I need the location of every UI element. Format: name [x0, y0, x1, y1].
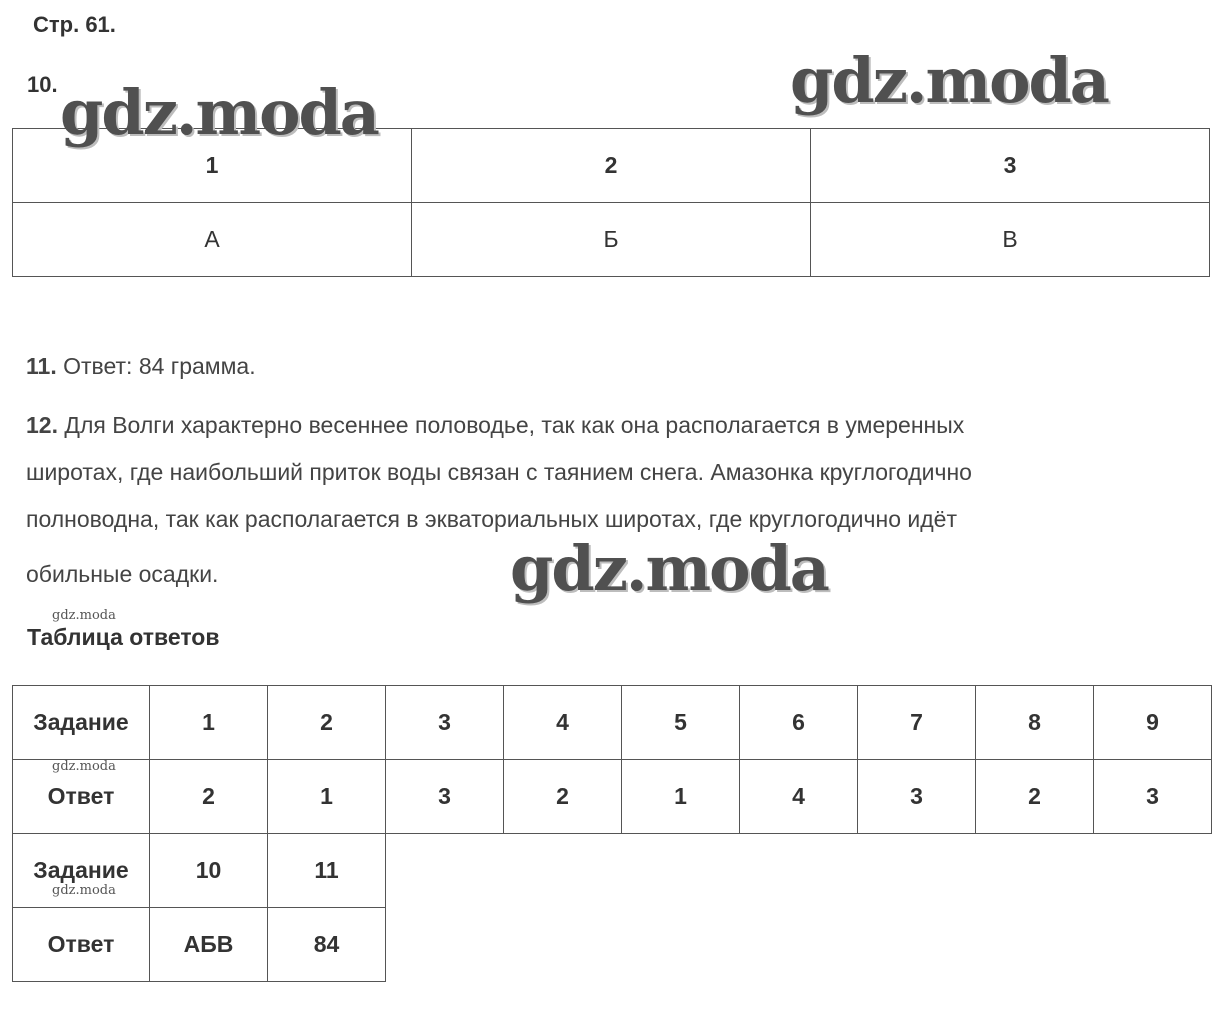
task10-header-cell: 2 — [412, 129, 811, 203]
answer-cell: 2 — [976, 760, 1094, 834]
answer-cell: 3 — [1094, 760, 1212, 834]
answer-cell: АБВ — [150, 908, 268, 982]
task12-line: обильные осадки. — [26, 561, 219, 587]
row-label-answer: Ответ — [13, 760, 150, 834]
answers-table — [12, 685, 1212, 982]
answer-cell: 2 — [150, 760, 268, 834]
task-cell: 3 — [386, 686, 504, 760]
task11-text: Ответ: 84 грамма. — [63, 353, 256, 379]
task11-number: 11. — [26, 353, 57, 379]
task-cell: 7 — [858, 686, 976, 760]
task-cell: 6 — [740, 686, 858, 760]
row-label-task: Задание — [13, 686, 150, 760]
answer-cell: 3 — [386, 760, 504, 834]
task-cell: 2 — [268, 686, 386, 760]
task12-line — [26, 402, 1176, 449]
task-cell: 5 — [622, 686, 740, 760]
watermark-logo: gdz.moda — [510, 532, 828, 605]
task-cell: 1 — [150, 686, 268, 760]
task12-line-text: Для Волги характерно весеннее половодье, так как она располагается в умеренных — [64, 412, 965, 438]
answers-task-row — [13, 686, 1212, 760]
watermark-small: gdz.moda — [52, 883, 116, 898]
watermark-logo: gdz.moda — [790, 44, 1108, 117]
answer-cell: 1 — [268, 760, 386, 834]
answer-cell: 3 — [858, 760, 976, 834]
task10-number: 10. — [27, 72, 58, 97]
task10-value-row — [13, 203, 1210, 277]
task10-value-cell: Б — [412, 203, 811, 277]
empty-space — [386, 908, 1212, 982]
watermark-small: gdz.moda — [52, 759, 116, 774]
row-label-answer: Ответ — [13, 908, 150, 982]
page-label: Стр. 61. — [33, 12, 116, 37]
task-cell: 11 — [268, 834, 386, 908]
task-cell: 10 — [150, 834, 268, 908]
answers-answer-row — [13, 760, 1212, 834]
task10-header-cell: 1 — [13, 129, 412, 203]
task12-number: 12. — [26, 412, 58, 438]
task12-line: широтах, где наибольший приток воды связан с таянием снега. Амазонка круглогодично — [26, 459, 972, 485]
answers-table-title: Таблица ответов — [27, 624, 220, 650]
answer-cell: 1 — [622, 760, 740, 834]
task10-table — [12, 128, 1210, 277]
task10-value-cell: В — [810, 203, 1209, 277]
task-cell: 4 — [504, 686, 622, 760]
answers-task-row — [13, 834, 1212, 908]
task-cell: 9 — [1094, 686, 1212, 760]
watermark-logo: gdz.moda — [60, 76, 378, 149]
answer-cell: 4 — [740, 760, 858, 834]
task10-header-cell: 3 — [810, 129, 1209, 203]
task-cell: 8 — [976, 686, 1094, 760]
task10-value-cell: А — [13, 203, 412, 277]
answer-cell: 2 — [504, 760, 622, 834]
task11-paragraph — [26, 343, 1176, 390]
empty-space — [386, 834, 1212, 908]
watermark-small: gdz.moda — [52, 608, 116, 623]
task12-line: полноводна, так как располагается в экваториальных широтах, где круглогодично идёт — [26, 506, 957, 532]
answers-answer-row — [13, 908, 1212, 982]
row-label-task: Задание — [13, 834, 150, 908]
answer-cell: 84 — [268, 908, 386, 982]
